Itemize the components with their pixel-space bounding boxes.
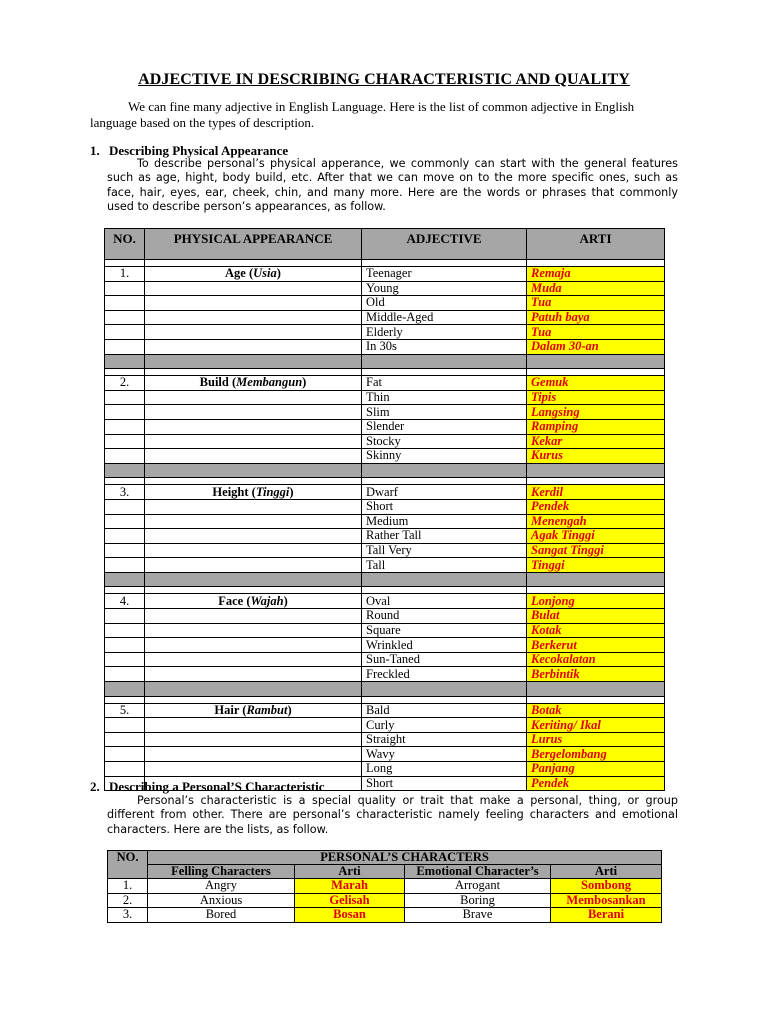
category-translation: Membangun <box>236 375 303 390</box>
row-number: 5. <box>105 703 145 718</box>
category-translation: Tinggi <box>255 484 290 499</box>
table-row <box>105 623 665 638</box>
section-2-heading: 2. Describing a Personal’S Characteristic <box>90 779 325 794</box>
category-name: Hair <box>214 702 240 717</box>
arti-cell: Keriting/ Ikal <box>527 718 665 733</box>
table-row <box>105 434 665 449</box>
category-cell <box>145 499 362 514</box>
table-row <box>105 762 665 777</box>
arti-cell: Sangat Tinggi <box>527 543 665 558</box>
category-cell <box>145 638 362 653</box>
category-translation: Wajah <box>250 593 284 608</box>
section-2-paragraph: Personal’s characteristic is a special quality or trait that make a personal, thing, or group different from other. There are personal’s characteristic namely feeling characters and emotional characters. Here are the lists, as follow. <box>107 794 678 836</box>
row-number <box>105 747 145 762</box>
page-title: ADJECTIVE IN DESCRIBING CHARACTERISTIC AND QUALITY <box>138 71 630 88</box>
personal-characters-table <box>107 850 662 923</box>
adjective-cell: Short <box>362 776 527 791</box>
arti-cell: Bosan <box>295 908 405 923</box>
feeling-character-cell: Angry <box>148 879 295 894</box>
adjective-cell: Oval <box>362 594 527 609</box>
arti-cell: Lonjong <box>527 594 665 609</box>
row-number <box>105 609 145 624</box>
category-cell: Hair (Rambut) <box>145 703 362 718</box>
header-no: NO. <box>108 851 148 879</box>
table-row <box>105 310 665 325</box>
table-row <box>105 747 665 762</box>
row-number <box>105 449 145 464</box>
arti-cell: Langsing <box>527 405 665 420</box>
arti-cell: Gelisah <box>295 893 405 908</box>
arti-cell: Gemuk <box>527 376 665 391</box>
row-number <box>105 652 145 667</box>
category-cell <box>145 449 362 464</box>
table-row <box>105 449 665 464</box>
table-row <box>105 267 665 282</box>
category-cell <box>145 732 362 747</box>
row-number <box>105 325 145 340</box>
adjective-cell: Young <box>362 281 527 296</box>
category-cell <box>145 296 362 311</box>
table-row <box>105 543 665 558</box>
row-number <box>105 529 145 544</box>
physical-appearance-table <box>104 228 665 791</box>
arti-cell: Membosankan <box>551 893 662 908</box>
emotional-character-cell: Arrogant <box>405 879 551 894</box>
row-number: 1. <box>108 879 148 894</box>
row-number <box>105 762 145 777</box>
row-number <box>105 281 145 296</box>
category-translation: Rambut <box>246 702 288 717</box>
category-cell <box>145 623 362 638</box>
category-name: Height <box>212 484 249 499</box>
spacer-row <box>105 478 665 485</box>
feeling-character-cell: Anxious <box>148 893 295 908</box>
adjective-cell: In 30s <box>362 339 527 354</box>
adjective-cell: Middle-Aged <box>362 310 527 325</box>
arti-cell: Berani <box>551 908 662 923</box>
category-cell <box>145 558 362 573</box>
category-cell <box>145 652 362 667</box>
category-cell <box>145 405 362 420</box>
arti-cell: Bergelombang <box>527 747 665 762</box>
adjective-cell: Slender <box>362 419 527 434</box>
table-row <box>108 908 662 923</box>
table-row <box>105 732 665 747</box>
category-name: Face <box>218 593 244 608</box>
category-cell <box>145 609 362 624</box>
arti-cell: Marah <box>295 879 405 894</box>
adjective-cell: Medium <box>362 514 527 529</box>
header-no: NO. <box>105 229 145 260</box>
table-row <box>105 529 665 544</box>
table-row <box>105 339 665 354</box>
arti-cell: Tinggi <box>527 558 665 573</box>
row-number <box>105 514 145 529</box>
row-number <box>105 718 145 733</box>
table-row <box>105 485 665 500</box>
category-cell <box>145 667 362 682</box>
adjective-cell: Elderly <box>362 325 527 340</box>
table-row <box>105 499 665 514</box>
header-arti: ARTI <box>527 229 665 260</box>
category-cell <box>145 281 362 296</box>
adjective-cell: Wavy <box>362 747 527 762</box>
adjective-cell: Rather Tall <box>362 529 527 544</box>
table-row <box>105 667 665 682</box>
spacer-row <box>105 369 665 376</box>
row-number <box>105 732 145 747</box>
adjective-cell: Tall Very <box>362 543 527 558</box>
table-row <box>105 609 665 624</box>
arti-cell: Panjang <box>527 762 665 777</box>
adjective-cell: Short <box>362 499 527 514</box>
arti-cell: Tua <box>527 325 665 340</box>
adjective-cell: Stocky <box>362 434 527 449</box>
header-arti-1: Arti <box>295 865 405 879</box>
category-cell <box>145 514 362 529</box>
arti-cell: Pendek <box>527 776 665 791</box>
separator-row <box>105 463 665 478</box>
arti-cell: Botak <box>527 703 665 718</box>
category-name: Build <box>199 375 229 390</box>
arti-cell: Agak Tinggi <box>527 529 665 544</box>
header-feeling-characters: Felling Characters <box>148 865 295 879</box>
adjective-cell: Tall <box>362 558 527 573</box>
adjective-cell: Slim <box>362 405 527 420</box>
table-header-row <box>108 851 662 865</box>
row-number <box>105 434 145 449</box>
row-number <box>105 543 145 558</box>
category-cell <box>145 434 362 449</box>
table-row <box>105 390 665 405</box>
header-adjective: ADJECTIVE <box>362 229 527 260</box>
category-cell: Build (Membangun) <box>145 376 362 391</box>
row-number <box>105 339 145 354</box>
arti-cell: Tua <box>527 296 665 311</box>
arti-cell: Tipis <box>527 390 665 405</box>
table-row <box>105 638 665 653</box>
adjective-cell: Sun-Taned <box>362 652 527 667</box>
table-row <box>105 405 665 420</box>
row-number <box>105 499 145 514</box>
header-personal-characters: PERSONAL’S CHARACTERS <box>148 851 662 865</box>
arti-cell: Kerdil <box>527 485 665 500</box>
row-number: 1. <box>105 267 145 282</box>
header-physical-appearance: PHYSICAL APPEARANCE <box>145 229 362 260</box>
category-cell: Face (Wajah) <box>145 594 362 609</box>
table-subheader-row <box>108 865 662 879</box>
arti-cell: Kotak <box>527 623 665 638</box>
row-number: 4. <box>105 594 145 609</box>
header-arti-2: Arti <box>551 865 662 879</box>
arti-cell: Dalam 30-an <box>527 339 665 354</box>
category-translation: Usia <box>253 266 277 281</box>
arti-cell: Remaja <box>527 267 665 282</box>
row-number: 2. <box>108 893 148 908</box>
separator-row <box>105 354 665 369</box>
adjective-cell: Square <box>362 623 527 638</box>
arti-cell: Kurus <box>527 449 665 464</box>
row-number <box>105 638 145 653</box>
section-1-paragraph: To describe personal’s physical apperance, we commonly can start with the general features such as age, hight, body build, etc. After that we can move on to the more specific ones, such as face, hair, eyes, ear, cheek, chin, and many more. Here are the words or phrases that commonly used to describe person’s appearances, as follow. <box>107 157 678 213</box>
arti-cell: Bulat <box>527 609 665 624</box>
table-row <box>105 296 665 311</box>
category-cell: Height (Tinggi) <box>145 485 362 500</box>
row-number <box>105 405 145 420</box>
arti-cell: Kecokalatan <box>527 652 665 667</box>
adjective-cell: Thin <box>362 390 527 405</box>
arti-cell: Berkerut <box>527 638 665 653</box>
row-number <box>105 419 145 434</box>
arti-cell: Patuh baya <box>527 310 665 325</box>
category-cell <box>145 718 362 733</box>
adjective-cell: Skinny <box>362 449 527 464</box>
category-cell <box>145 543 362 558</box>
row-number <box>105 623 145 638</box>
table-row <box>105 325 665 340</box>
header-emotional-characters: Emotional Character’s <box>405 865 551 879</box>
adjective-cell: Fat <box>362 376 527 391</box>
table-row <box>105 281 665 296</box>
row-number: 3. <box>108 908 148 923</box>
adjective-cell: Teenager <box>362 267 527 282</box>
arti-cell: Kekar <box>527 434 665 449</box>
separator-row <box>105 572 665 587</box>
category-cell <box>145 310 362 325</box>
row-number <box>105 558 145 573</box>
category-cell <box>145 419 362 434</box>
section-1-heading: 1. Describing Physical Appearance <box>90 143 289 158</box>
table-row <box>105 514 665 529</box>
adjective-cell: Bald <box>362 703 527 718</box>
arti-cell: Pendek <box>527 499 665 514</box>
category-name: Age <box>225 266 246 281</box>
arti-cell: Sombong <box>551 879 662 894</box>
table-row <box>105 652 665 667</box>
arti-cell: Lurus <box>527 732 665 747</box>
row-number: 2. <box>105 376 145 391</box>
adjective-cell: Long <box>362 762 527 777</box>
table-row <box>108 879 662 894</box>
adjective-cell: Round <box>362 609 527 624</box>
table-row <box>105 419 665 434</box>
feeling-character-cell: Bored <box>148 908 295 923</box>
table-row <box>105 558 665 573</box>
category-cell <box>145 325 362 340</box>
arti-cell: Berbintik <box>527 667 665 682</box>
adjective-cell: Old <box>362 296 527 311</box>
adjective-cell: Wrinkled <box>362 638 527 653</box>
adjective-cell: Freckled <box>362 667 527 682</box>
category-cell: Age (Usia) <box>145 267 362 282</box>
arti-cell: Muda <box>527 281 665 296</box>
category-cell <box>145 339 362 354</box>
category-cell <box>145 747 362 762</box>
table-row <box>105 718 665 733</box>
table-row <box>108 893 662 908</box>
table-header-row <box>105 229 665 260</box>
adjective-cell: Straight <box>362 732 527 747</box>
row-number <box>105 296 145 311</box>
table-row <box>105 703 665 718</box>
adjective-cell: Curly <box>362 718 527 733</box>
row-number <box>105 390 145 405</box>
category-cell <box>145 762 362 777</box>
category-cell <box>145 390 362 405</box>
adjective-cell: Dwarf <box>362 485 527 500</box>
arti-cell: Ramping <box>527 419 665 434</box>
row-number: 3. <box>105 485 145 500</box>
emotional-character-cell: Boring <box>405 893 551 908</box>
table-row <box>105 594 665 609</box>
row-number <box>105 667 145 682</box>
separator-row <box>105 682 665 697</box>
table-row <box>105 376 665 391</box>
arti-cell: Menengah <box>527 514 665 529</box>
row-number <box>105 310 145 325</box>
intro-paragraph: We can fine many adjective in English Language. Here is the list of common adjective in English language based on the types of description. <box>90 99 635 130</box>
category-cell <box>145 529 362 544</box>
spacer-row <box>105 587 665 594</box>
emotional-character-cell: Brave <box>405 908 551 923</box>
